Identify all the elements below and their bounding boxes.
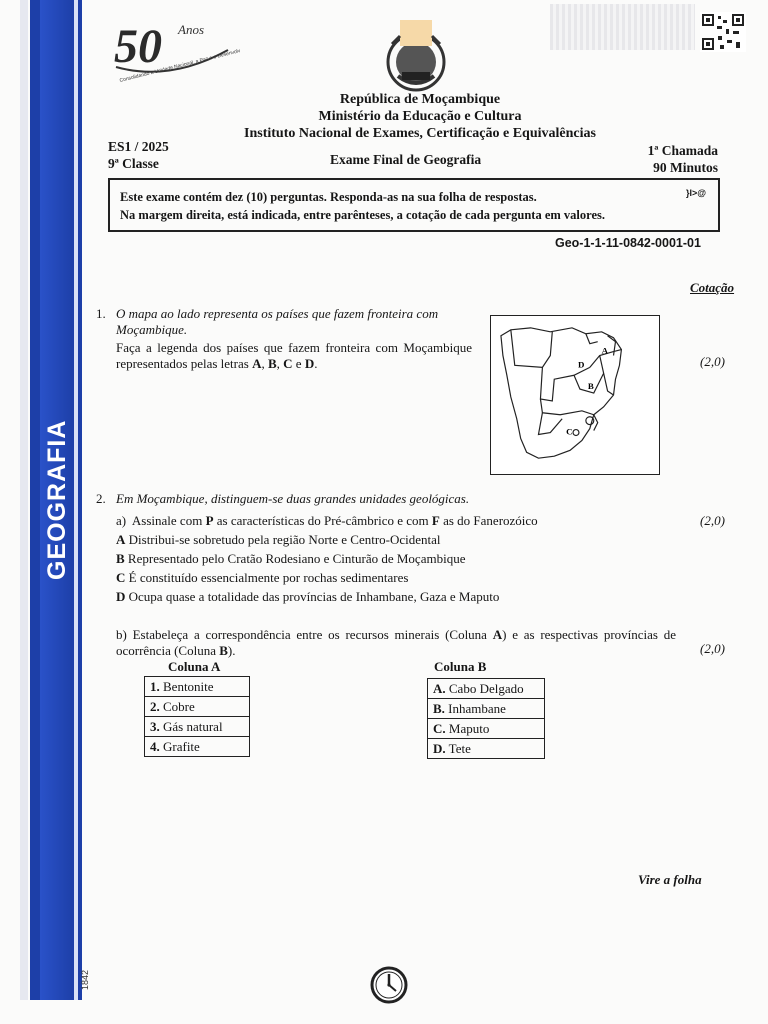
exam-code: ES1 / 2025 [108,139,169,154]
table-row [145,677,250,697]
exam-id: Geo-1-1-11-0842-0001-01 [555,236,701,250]
q2-number: 2. [96,491,106,506]
q2b-col-b: B [219,643,228,658]
q1-number: 1. [96,306,106,321]
instructions-line-2: Na margem direita, está indicada, entre parênteses, a cotação de cada pergunta em valores. [120,208,605,222]
item-value: Cobre [163,699,195,714]
item-key: A. [433,681,446,696]
table-cell [428,699,545,719]
exam-call: 1ª Chamada [647,143,718,158]
exam-duration: 90 Minutos [653,160,718,175]
column-a-title: Coluna A [168,659,221,674]
item-value: Grafite [163,739,200,754]
option-text: Ocupa quase a totalidade das províncias de Inhambane, Gaza e Maputo [128,589,500,604]
national-emblem-icon [376,18,456,98]
logo-number: 50 [114,20,162,73]
map-label-a: A [601,345,609,356]
q1-intro [116,306,476,338]
q2b-instruction [116,627,676,659]
item-key: 1. [150,679,160,694]
item-key: C. [433,721,446,736]
q1-letter-c: C [283,356,293,371]
logo-small: Anos [178,22,204,37]
item-key: D. [433,741,446,756]
q1-prompt: Faça a legenda dos países que fazem fronteira com Moçambique representados pelas letras A, B, C e D. [116,340,472,371]
page-code: 1842 [80,969,90,990]
q1-letter-d: D [304,356,315,371]
item-value: Maputo [448,721,490,736]
option-letter: B [116,551,125,566]
item-value: Tete [448,741,471,756]
option-text: Representado pelo Cratão Rodesiano e Cinturão de Moçambique [127,551,466,566]
q1-letter-b: B [267,356,277,371]
logo-tagline: Consolidando a Unidade Nacional, a Paz e o Desenvolvimento [119,44,240,84]
item-value: Bentonite [163,679,214,694]
item-value: Gás natural [163,719,223,734]
instructions-line-1: Este exame contém dez (10) perguntas. Responda-as na sua folha de respostas. [120,190,537,204]
map-label-d: D [577,359,585,370]
option-text: É constituído essencialmente por rochas sedimentares [128,570,409,585]
table-row [428,719,545,739]
q1-prompt-text: Faça a legenda dos países que fazem fronteira com Moçambique representados pelas letras [116,340,472,371]
instructions-mark: }I>@ [686,188,707,198]
table-cell [145,677,250,697]
q1-score: (2,0) [700,354,725,369]
q2-intro: Em Moçambique, distinguem-se duas grandes unidades geológicas. [116,491,470,506]
q2b-col-a: A [492,627,503,642]
option-text: Distribui-se sobretudo pela região Norte e Centro-Ocidental [128,532,441,547]
column-b-title: Coluna B [434,659,487,674]
table-row [145,717,250,737]
q2b-text-mid: ) e as respectivas províncias de ocorrência (Coluna [116,627,677,658]
instructions-box [108,178,720,232]
option-letter: A [116,532,126,547]
q2a-f: F [431,513,440,528]
q2a-score: (2,0) [700,513,725,528]
q2a-p: P [205,513,214,528]
southern-africa-map [490,315,660,475]
table-cell [428,679,545,699]
table-row [145,737,250,757]
table-row [428,739,545,759]
item-key: 4. [150,739,160,754]
q1-intro-text: O mapa ao lado representa os países que fazem fronteira com Moçambique. [116,306,439,337]
q2b-text-post: ). [227,643,236,658]
score-column-heading: Cotação [690,280,735,295]
column-b-table [427,678,545,759]
q2b-label: b) [116,627,127,642]
map-label-c: C [566,426,573,437]
item-value: Cabo Delgado [448,681,524,696]
q2a-instruction [116,513,538,529]
table-cell [145,737,250,757]
item-key: 2. [150,699,160,714]
anniversary-logo [110,12,240,92]
exam-code-block [108,138,169,172]
ministry-name: Ministério da Educação e Cultura [318,109,522,124]
q2b-score: (2,0) [700,641,725,656]
option-letter: D [116,589,126,604]
q2a-text-pre: Assinale com [131,513,206,528]
table-cell [428,719,545,739]
exam-title: Exame Final de Geografia [330,152,482,167]
table-row [428,679,545,699]
fifty-years-logo-icon [110,12,240,92]
clock-icon [369,965,409,1005]
barcode-area [550,4,695,50]
item-key: 3. [150,719,160,734]
turn-page-note: Vire a folha [638,872,702,887]
q1-letter-a: A [252,356,262,371]
table-cell [145,717,250,737]
institution-header [200,91,640,142]
q2a-text-post: as do Fanerozóico [439,513,538,528]
q2a-option [116,532,441,548]
table-cell [428,739,545,759]
map-label-b: B [587,381,594,392]
table-row [428,699,545,719]
q2a-option [116,551,465,567]
table-cell [145,697,250,717]
column-a-table [144,676,250,757]
exam-call-block [640,142,718,176]
q2a-text-mid: as características do Pré-câmbrico e com [213,513,432,528]
item-key: B. [433,701,445,716]
q2a-option [116,589,499,605]
item-value: Inhambane [448,701,506,716]
q2b-text-pre: Estabeleça a correspondência entre os recursos minerais (Coluna [132,627,493,642]
side-subject-label: GEOGRAFIA [43,419,71,580]
table-row [145,697,250,717]
country-name: República de Moçambique [339,92,501,107]
qr-code-icon [700,12,746,52]
option-letter: C [116,570,126,585]
q2a-option [116,570,408,586]
q2a-label: a) [116,513,127,528]
grade: 9ª Classe [108,156,159,171]
institute-name: Instituto Nacional de Exames, Certificação e Equivalências [244,126,596,141]
